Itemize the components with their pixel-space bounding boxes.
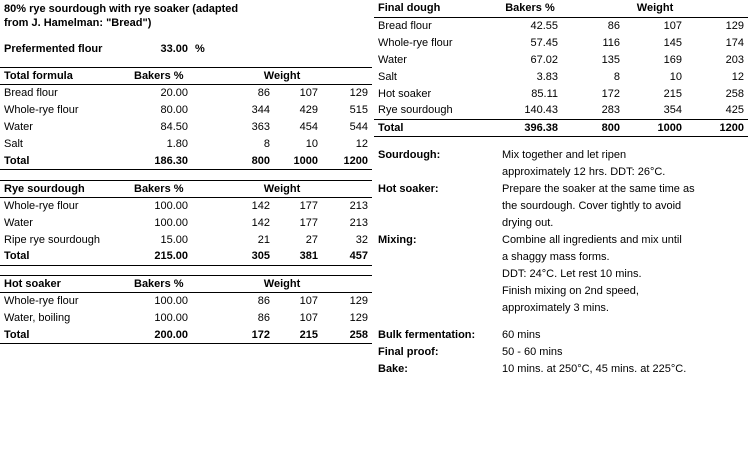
ingredient-weight-2: 107 [299, 312, 318, 324]
prefermented-flour-row [0, 40, 372, 57]
ingredient-weight-2: 177 [299, 216, 318, 229]
spacer-cell [374, 316, 748, 326]
ingredient-weight-1: 363 [251, 121, 270, 133]
empty-cell [374, 197, 498, 214]
instruction-row [374, 299, 748, 316]
rye-sourdough-table [0, 180, 372, 276]
ingredient-percent: 15.00 [160, 233, 188, 246]
ingredient-percent: 140.43 [524, 104, 558, 117]
process-label: Bulk fermentation: [378, 328, 476, 341]
ingredient-label: Water [378, 53, 407, 66]
instruction-text: approximately 12 hrs. DDT: 26°C. [502, 165, 666, 178]
table-row [0, 136, 372, 153]
table-row [374, 17, 748, 34]
ingredient-label: Bread flour [4, 87, 58, 100]
empty-cell [374, 282, 498, 299]
ingredient-weight-2: 10 [669, 70, 682, 83]
total-formula-table [0, 67, 372, 180]
ingredient-weight-3: 32 [355, 233, 369, 246]
process-value: 50 - 60 mins [502, 345, 563, 358]
ingredient-label: Whole-rye flour [4, 199, 79, 212]
instruction-row [374, 248, 748, 265]
table-row [0, 85, 372, 102]
ingredient-weight-1: 172 [601, 87, 620, 100]
ingredient-weight-3: 213 [349, 199, 369, 212]
prefermented-flour-label: Prefermented flour [4, 42, 103, 55]
table-row [374, 85, 748, 102]
instruction-label: Mixing: [378, 233, 417, 246]
empty-cell [374, 299, 498, 316]
table-row [0, 197, 372, 214]
ingredient-weight-3: 425 [725, 104, 745, 117]
ingredient-label: Rye sourdough [378, 104, 453, 117]
ingredient-percent: 100.00 [154, 216, 188, 229]
instruction-row [374, 163, 748, 180]
ingredient-weight-3: 12 [355, 138, 369, 150]
table-row [0, 102, 372, 119]
ingredient-weight-1: 8 [613, 70, 620, 83]
ingredient-label: Whole-rye flour [4, 104, 79, 116]
total-weight-1: 305 [192, 248, 274, 265]
empty-cell [274, 40, 322, 57]
ingredient-weight-1: 21 [257, 233, 270, 246]
table-row [374, 34, 748, 51]
total-weight-2: 215 [274, 327, 322, 344]
total-label: Total [0, 248, 130, 265]
ingredient-weight-1: 8 [263, 138, 270, 150]
total-label: Total [0, 327, 130, 344]
ingredient-weight-3: 203 [725, 53, 745, 66]
ingredient-weight-3: 129 [349, 87, 369, 100]
ingredient-percent: 80.00 [160, 104, 188, 116]
spacer-cell [0, 265, 372, 275]
empty-cell [374, 214, 498, 231]
ingredient-label: Bread flour [378, 19, 432, 32]
instruction-text: Combine all ingredients and mix until [502, 233, 682, 246]
ingredient-weight-3: 213 [349, 216, 369, 229]
ingredient-label: Hot soaker [378, 87, 432, 100]
table-total-row [374, 119, 748, 136]
total-percent: 396.38 [498, 119, 562, 136]
total-weight-3: 258 [322, 327, 372, 344]
total-percent: 200.00 [130, 327, 192, 344]
empty-cell [374, 265, 498, 282]
table-header-row [0, 276, 372, 293]
ingredient-weight-2: 107 [299, 87, 318, 100]
spacer-cell [0, 30, 372, 40]
ingredient-weight-2: 10 [305, 138, 318, 150]
ingredient-percent: 100.00 [154, 295, 188, 308]
instruction-label: Hot soaker: [378, 182, 439, 195]
ingredient-label: Salt [4, 138, 23, 150]
spacer-cell [0, 57, 372, 67]
ingredient-label: Whole-rye flour [4, 295, 79, 308]
weight-header: Weight [192, 68, 372, 85]
process-value: 60 mins [502, 328, 541, 341]
ingredient-percent: 42.55 [530, 19, 558, 32]
process-row [374, 343, 748, 360]
spacer-cell [374, 136, 748, 146]
total-percent: 215.00 [130, 248, 192, 265]
table-header-row [0, 68, 372, 85]
ingredient-weight-2: 429 [299, 104, 318, 116]
table-header-row [374, 0, 748, 17]
table-row [374, 51, 748, 68]
prefermented-flour-table [0, 30, 372, 67]
ingredient-weight-3: 258 [725, 87, 745, 100]
bakers-percent-header: Bakers % [130, 180, 192, 197]
ingredient-weight-2: 145 [663, 36, 682, 49]
instruction-text: DDT: 24°C. Let rest 10 mins. [502, 267, 642, 280]
ingredient-weight-3: 12 [731, 70, 745, 83]
instruction-text: Finish mixing on 2nd speed, [502, 284, 639, 297]
process-row [374, 360, 748, 377]
ingredient-label: Water [4, 216, 33, 229]
empty-cell [374, 248, 498, 265]
ingredient-label: Water, boiling [4, 312, 71, 324]
ingredient-percent: 84.50 [160, 121, 188, 133]
rye-sourdough-title: Rye sourdough [0, 180, 130, 197]
instruction-row [374, 180, 748, 197]
table-total-row [0, 327, 372, 344]
total-weight-2: 1000 [624, 119, 686, 136]
instruction-text: Mix together and let ripen [502, 148, 627, 161]
bakers-percent-header: Bakers % [130, 68, 192, 85]
instruction-text: Prepare the soaker at the same time as [502, 182, 695, 195]
empty-cell [374, 163, 498, 180]
final-dough-table [374, 0, 748, 146]
ingredient-weight-2: 215 [663, 87, 682, 100]
total-formula-title: Total formula [0, 68, 130, 85]
total-label: Total [374, 119, 498, 136]
instruction-row [374, 231, 748, 248]
total-label: Total [0, 153, 130, 170]
ingredient-percent: 67.02 [530, 53, 558, 66]
ingredient-weight-3: 174 [725, 36, 745, 49]
ingredient-percent: 3.83 [536, 70, 558, 83]
instruction-label: Sourdough: [378, 148, 441, 161]
instruction-text: the sourdough. Cover tightly to avoid [502, 199, 682, 212]
ingredient-percent: 20.00 [160, 87, 188, 100]
bakers-percent-header: Bakers % [498, 0, 562, 17]
instruction-row [374, 214, 748, 231]
ingredient-weight-1: 344 [251, 104, 270, 116]
weight-header: Weight [192, 276, 372, 293]
total-weight-3: 457 [322, 248, 372, 265]
recipe-title [0, 0, 372, 30]
ingredient-label: Ripe rye sourdough [4, 233, 101, 246]
recipe-title-line-1: 80% rye sourdough with rye soaker (adapted [4, 3, 239, 15]
ingredient-weight-1: 86 [257, 295, 270, 308]
table-row [374, 68, 748, 85]
ingredient-percent: 100.00 [154, 312, 188, 324]
total-weight-2: 1000 [274, 153, 322, 170]
ingredient-label: Whole-rye flour [378, 36, 453, 49]
ingredient-weight-3: 129 [725, 19, 745, 32]
ingredient-weight-3: 544 [349, 121, 369, 133]
table-row [0, 119, 372, 136]
ingredient-weight-1: 142 [251, 216, 270, 229]
ingredient-weight-1: 142 [251, 199, 270, 212]
ingredient-label: Water [4, 121, 33, 133]
ingredient-weight-1: 86 [257, 312, 270, 324]
table-row [0, 293, 372, 310]
ingredient-weight-1: 86 [257, 87, 270, 100]
ingredient-weight-2: 454 [299, 121, 318, 133]
total-weight-2: 381 [274, 248, 322, 265]
prefermented-flour-unit: % [195, 42, 205, 55]
ingredient-weight-1: 86 [607, 19, 620, 32]
instruction-text: approximately 3 mins. [502, 301, 609, 314]
spacer-cell [0, 170, 372, 180]
total-weight-3: 1200 [322, 153, 372, 170]
table-row [0, 310, 372, 327]
empty-cell [322, 40, 372, 57]
instruction-text: drying out. [502, 216, 554, 229]
instruction-text: a shaggy mass forms. [502, 250, 610, 263]
hot-soaker-table [0, 275, 372, 344]
total-weight-1: 800 [562, 119, 624, 136]
instruction-row [374, 282, 748, 299]
ingredient-weight-2: 27 [305, 233, 318, 246]
ingredient-percent: 85.11 [531, 87, 558, 100]
total-weight-1: 800 [192, 153, 274, 170]
table-header-row [0, 180, 372, 197]
instruction-row [374, 146, 748, 163]
ingredient-percent: 100.00 [154, 199, 188, 212]
weight-header: Weight [562, 0, 748, 17]
instruction-row [374, 197, 748, 214]
ingredient-weight-2: 107 [663, 19, 682, 32]
prefermented-flour-value: 33.00 [160, 42, 188, 55]
total-weight-3: 1200 [686, 119, 748, 136]
table-total-row [0, 153, 372, 170]
bakers-percent-header: Bakers % [130, 276, 192, 293]
ingredient-weight-2: 354 [663, 104, 682, 117]
process-label: Final proof: [378, 345, 439, 358]
ingredient-weight-3: 129 [349, 295, 369, 308]
final-dough-title: Final dough [374, 0, 498, 17]
ingredient-weight-2: 169 [663, 53, 682, 66]
ingredient-label: Salt [378, 70, 397, 83]
ingredient-percent: 57.45 [530, 36, 558, 49]
table-total-row [0, 248, 372, 265]
ingredient-weight-3: 515 [349, 104, 369, 116]
left-column [0, 0, 372, 344]
ingredient-weight-1: 116 [602, 36, 620, 49]
total-percent: 186.30 [130, 153, 192, 170]
weight-header: Weight [192, 180, 372, 197]
ingredient-weight-2: 177 [299, 199, 318, 212]
ingredient-weight-3: 129 [349, 312, 369, 324]
ingredient-weight-1: 135 [601, 53, 620, 66]
table-row [0, 214, 372, 231]
table-row [0, 231, 372, 248]
process-label: Bake: [378, 362, 408, 375]
ingredient-percent: 1.80 [166, 138, 188, 150]
hot-soaker-title: Hot soaker [0, 276, 130, 293]
right-column [374, 0, 748, 377]
ingredient-weight-2: 107 [299, 295, 318, 308]
instruction-row [374, 265, 748, 282]
total-weight-1: 172 [192, 327, 274, 344]
process-value: 10 mins. at 250°C, 45 mins. at 225°C. [502, 362, 687, 375]
ingredient-weight-1: 283 [601, 104, 620, 117]
recipe-title-line-2: from J. Hamelman: "Bread") [4, 17, 152, 29]
table-row [374, 102, 748, 119]
process-row [374, 326, 748, 343]
instructions-table [374, 146, 748, 377]
